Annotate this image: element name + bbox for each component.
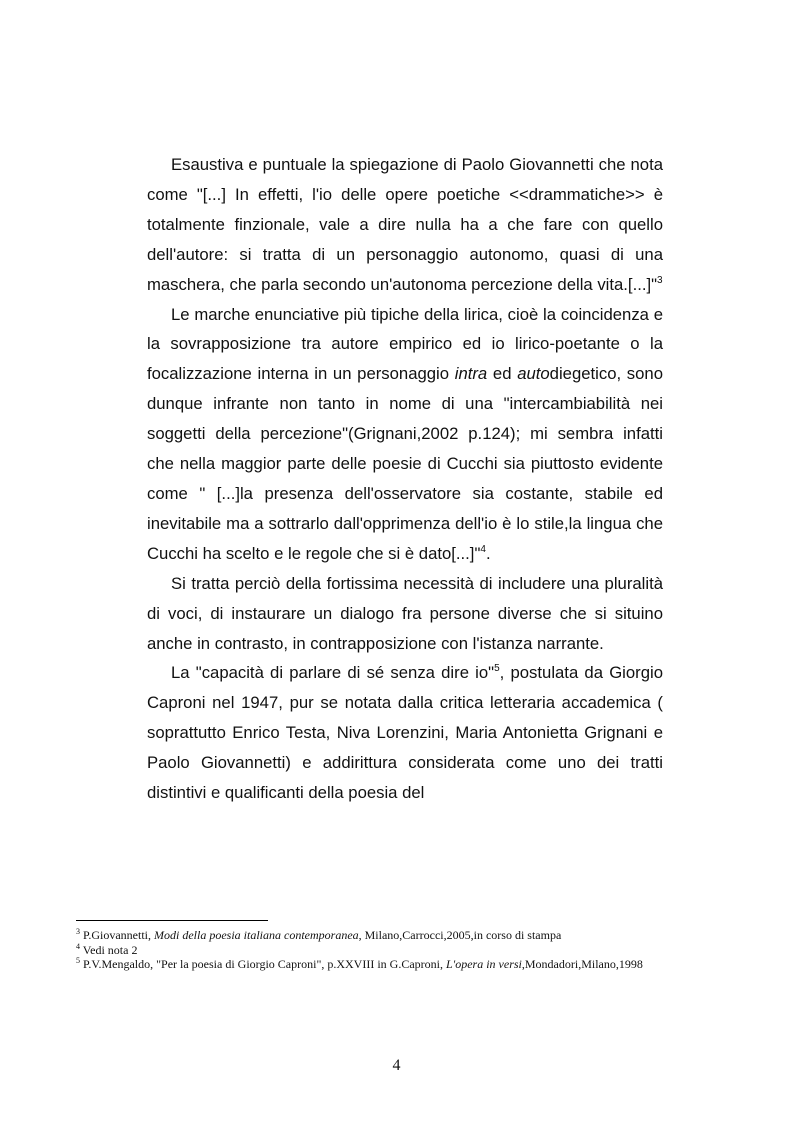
text-run: La "capacità di parlare di sé senza dire io" [171, 663, 495, 683]
footnotes [76, 928, 659, 972]
paragraph [147, 658, 663, 808]
body-text [147, 150, 663, 808]
text-run: ed [487, 364, 518, 384]
footnote-reference: 4 [76, 941, 80, 951]
text-run: diegetico, sono dunque infrante non tanto in nome di una "intercambiabilità nei soggetti della percezione"(Grignani,2002 p.124); mi sembra infatti che nella maggior parte delle poesie di Cucchi sia piuttosto evidente come " [...]la presenza dell'osservatore sia costante, stabile ed inevitabile ma a sottrarlo dall'opprimenza dell'io è lo stile,la lingua che Cucchi ha scelto e le regole che si è dato[...]" [147, 364, 663, 563]
text-run: Vedi nota 2 [80, 942, 138, 957]
footnote-reference: 5 [76, 956, 80, 966]
footnote-reference: 5 [494, 663, 500, 675]
text-run: P.V.Mengaldo, "Per la poesia di Giorgio Caproni", p.XXVIII in G.Caproni, [80, 957, 446, 972]
text-run: Le marche enunciative più tipiche della lirica, cioè la coincidenza e la sovrapposizione tra autore empirico ed io lirico-poetante o la focalizzazione interna in un personaggio [147, 304, 663, 384]
footnote-reference: 3 [76, 927, 80, 936]
footnote [76, 943, 659, 958]
footnote-separator [76, 920, 268, 921]
text-run: ,Mondadori,Milano,1998 [521, 957, 643, 972]
paragraph [147, 569, 663, 659]
paragraph [147, 150, 663, 300]
italic-text: intra [454, 364, 488, 384]
italic-text: L'opera in versi [445, 957, 522, 972]
footnote [76, 928, 659, 943]
page-number: 4 [392, 1057, 401, 1074]
italic-text: auto [517, 364, 550, 384]
footnote-reference: 4 [480, 543, 486, 555]
text-run: , postulata da Giorgio Caproni nel 1947, pur se notata dalla critica letteraria accademica ( soprattutto Enrico Testa, Niva Lorenzini, Maria Antonietta Grignani e Paolo Giovannetti) e addirittura considerata come uno dei tratti distintivi e qualificanti della poesia del [147, 663, 663, 803]
text-run: Si tratta perciò della fortissima necessità di includere una pluralità di voci, di instaurare un dialogo fra persone diverse che si situino anche in contrasto, in contrapposizione con l'istanza narrante. [147, 573, 663, 653]
text-run: Esaustiva e puntuale la spiegazione di Paolo Giovannetti che nota come "[...] In effetti, l'io delle opere poetiche <<drammatiche>> è totalmente finzionale, vale a dire nulla ha a che fare con quello dell'autore: si tratta di un personaggio autonomo, quasi di una maschera, che parla secondo un'autonoma percezione della vita.[...]" [147, 155, 663, 294]
footnote-reference: 3 [657, 274, 663, 286]
paragraph [147, 300, 663, 569]
text-run: . [485, 543, 491, 563]
text-run: P.Giovannetti, [80, 928, 154, 942]
italic-text: Modi della poesia italiana contemporanea [154, 928, 359, 942]
text-run: , Milano,Carrocci,2005,in corso di stampa [358, 928, 562, 942]
footnote [76, 957, 659, 972]
